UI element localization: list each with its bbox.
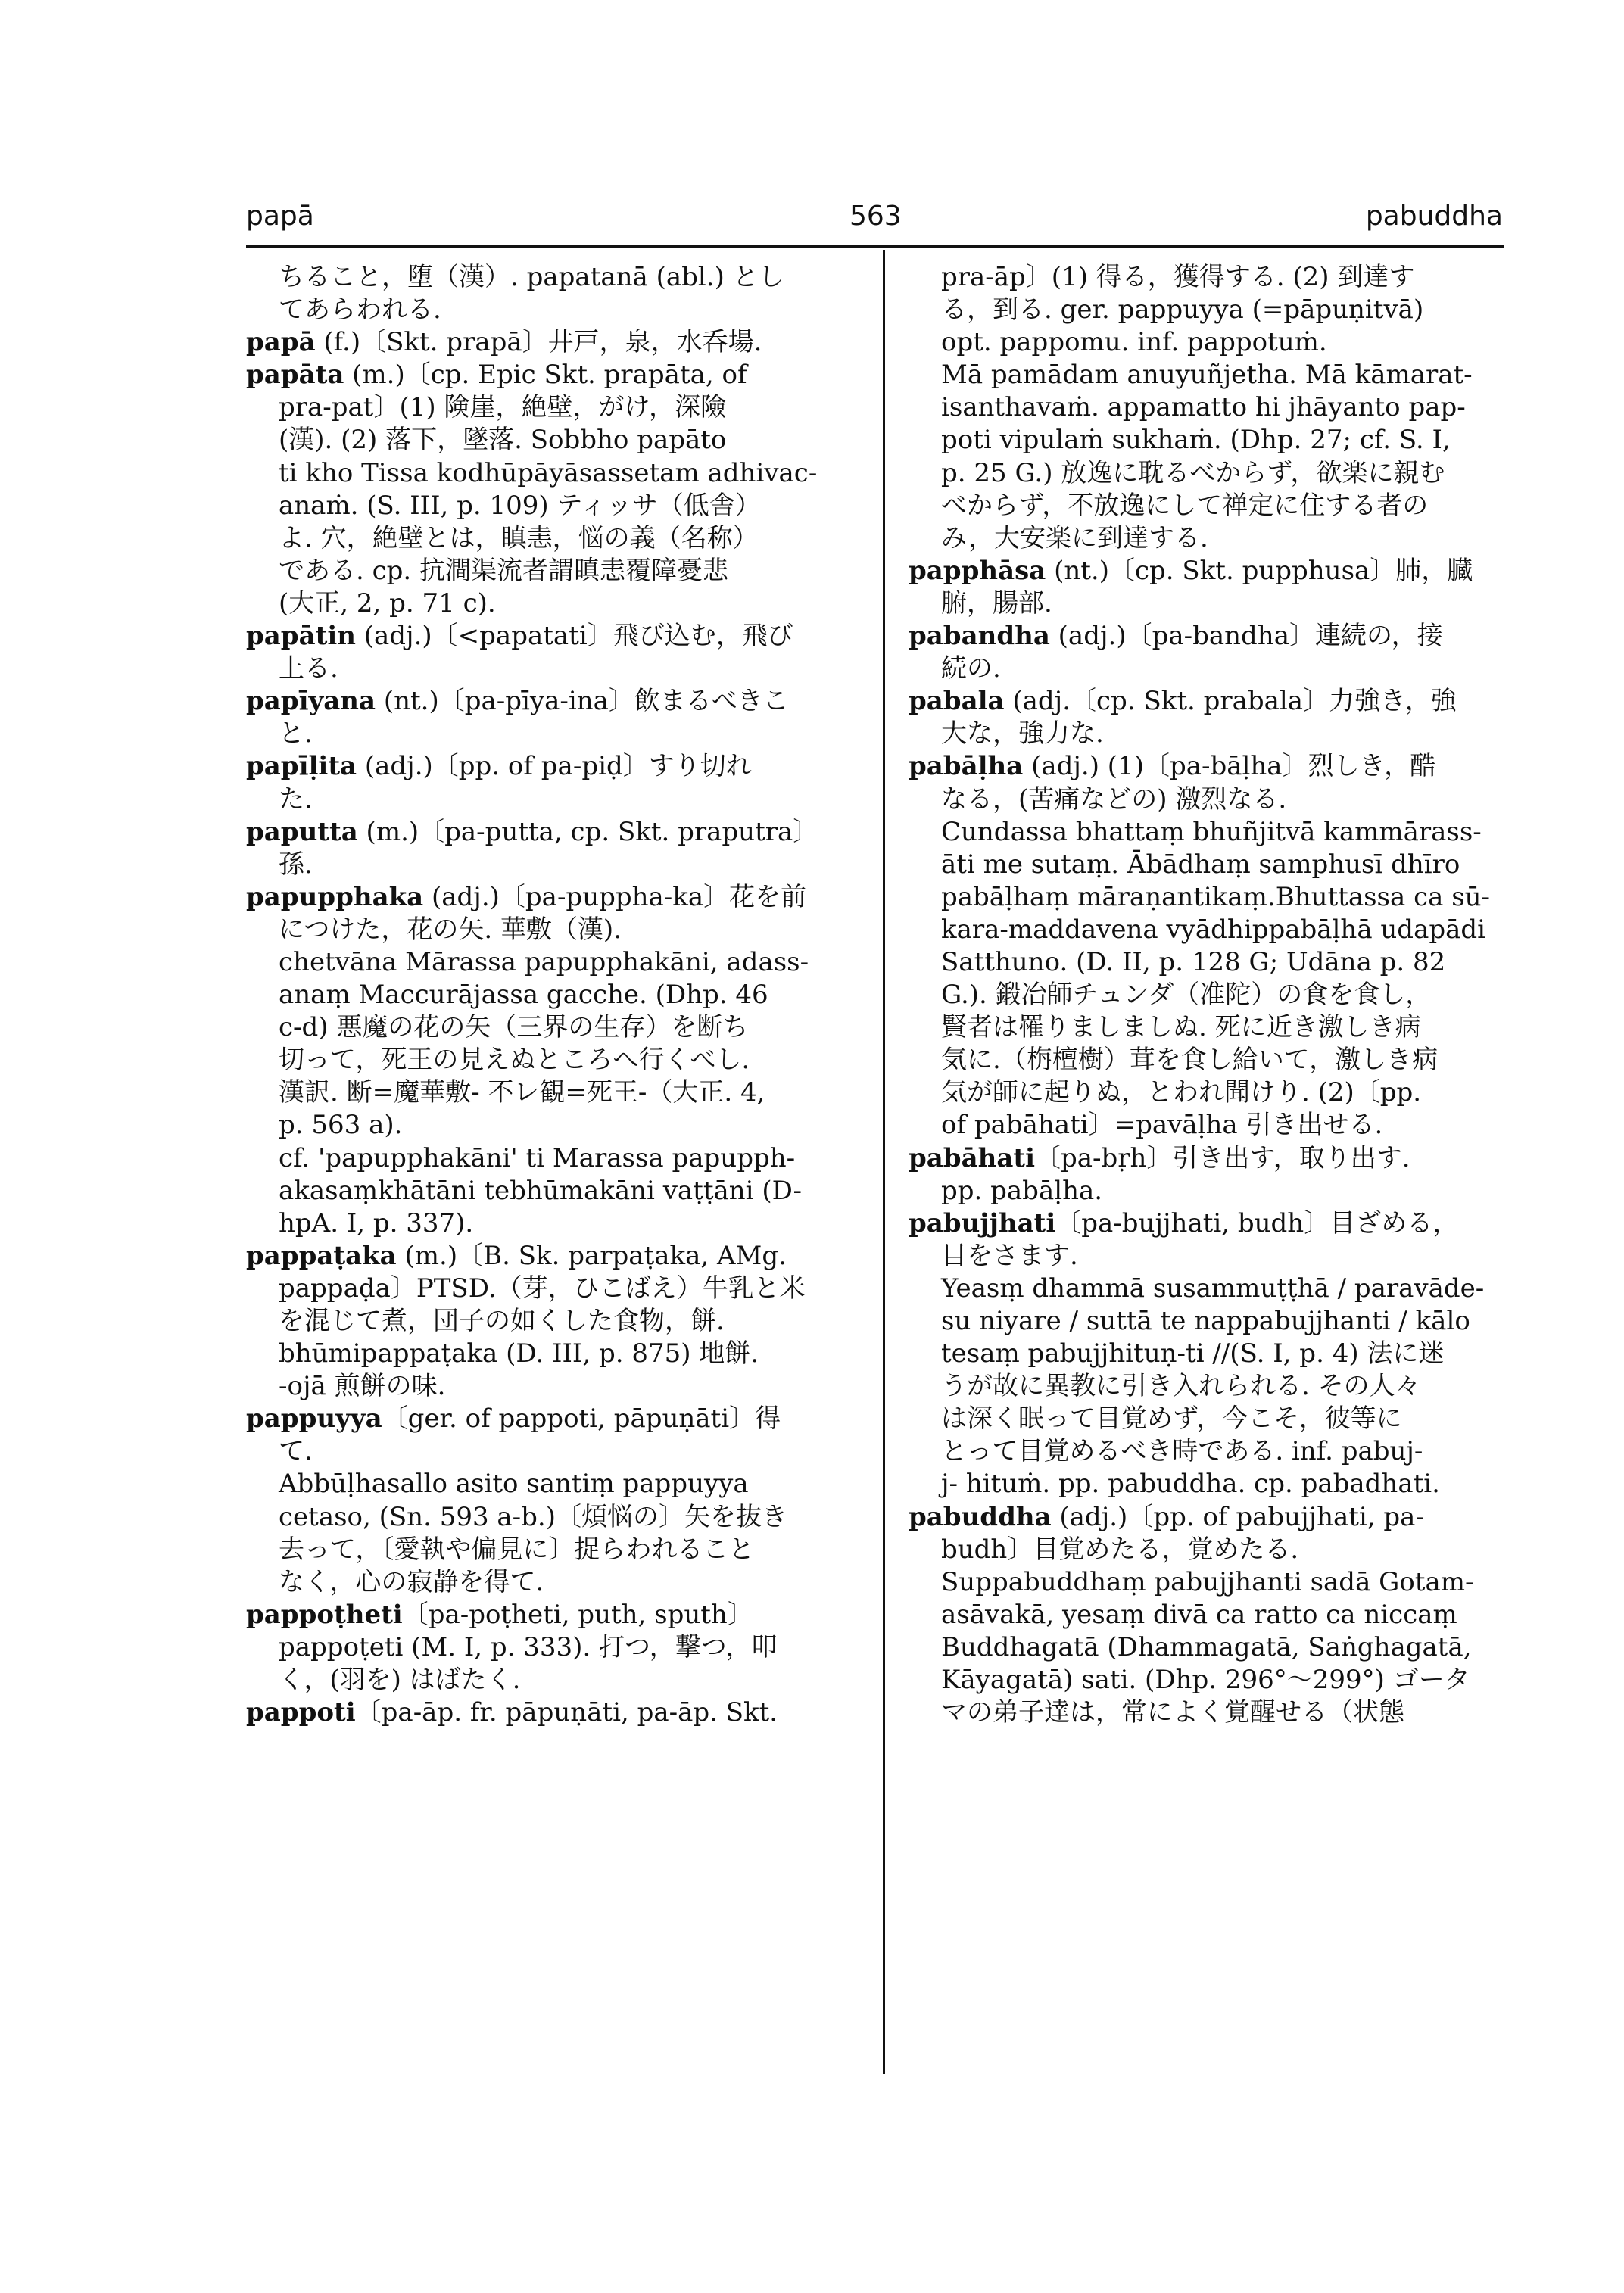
entry-text-line: を混じて煮，団子の如くした食物，餅. xyxy=(279,1306,725,1336)
right-column xyxy=(909,261,1507,1729)
entry-text-line: 腑，腸部. xyxy=(941,587,1052,618)
entry-text-line: cf. 'papupphakāni' ti Marassa papupph- xyxy=(279,1142,796,1173)
headword: pabuddha xyxy=(909,1501,1052,1532)
page-number: 563 xyxy=(849,201,902,232)
entry-text-line: Suppabuddhaṃ pabujjhanti sadā Gotam- xyxy=(941,1566,1474,1597)
entry-headword-line: pabāḷha (adj.) (1)〔pa-bāḷha〕烈しき，酷 xyxy=(909,751,1436,782)
entry-text-line: poti vipulaṁ sukhaṁ. (Dhp. 27; cf. S. I, xyxy=(941,425,1451,456)
headword: papātin xyxy=(246,621,356,652)
entry-text-line: ti kho Tissa kodhūpāyāsassetam adhivac- xyxy=(279,457,818,488)
headword: pappoṭheti xyxy=(246,1599,403,1630)
column-divider xyxy=(883,250,885,2074)
entry-text-line: く，(羽を) はばたく. xyxy=(279,1665,521,1696)
left-column xyxy=(246,261,858,1729)
entry-text-line: pp. pabāḷha. xyxy=(941,1175,1103,1206)
entry-text-line: と. xyxy=(279,718,313,749)
entry-text-line: なる，(苦痛などの) 激烈なる. xyxy=(941,784,1287,815)
entry-text-line: of pabāhati〕=pavāḷha 引き出せる. xyxy=(941,1110,1383,1141)
headword: pabala xyxy=(909,686,1005,717)
entry-text-line: につけた，花の矢. 華敷（漢). xyxy=(279,914,622,945)
headword: papā xyxy=(246,327,316,358)
entry-headword-line: paputta (m.)〔pa-putta, cp. Skt. praputra〕 xyxy=(246,816,819,847)
entry-text-line: た. xyxy=(279,784,313,815)
entry-text-line: anaṃ Maccurājassa gacche. (Dhp. 46 xyxy=(279,980,768,1011)
headword: papīyana xyxy=(246,686,376,717)
entry-text-line: opt. pappomu. inf. pappotuṁ. xyxy=(941,327,1327,358)
entry-text-line: 孫. xyxy=(279,849,313,880)
entry-text-line: 目をさます. xyxy=(941,1240,1078,1271)
entry-text-line: 賢者は罹りましましぬ. 死に近き激しき病 xyxy=(941,1012,1421,1043)
entry-headword-line: pabala (adj.〔cp. Skt. prabala〕力強き，強 xyxy=(909,686,1457,717)
entry-text-line: hpA. I, p. 337). xyxy=(279,1207,474,1238)
entry-text-line: 気が師に起りぬ，とわれ聞けり. (2)〔pp. xyxy=(941,1077,1422,1108)
entry-headword-line: pabandha (adj.)〔pa-bandha〕連続の，接 xyxy=(909,621,1443,652)
entry-headword-line: papā (f.)〔Skt. prapā〕井戸，泉，水呑場. xyxy=(246,327,762,358)
entry-text-line: (漢). (2) 落下，墜落. Sobbho papāto xyxy=(279,425,727,456)
entry-text-line: tesaṃ pabujjhituṇ-ti //(S. I, p. 4) 法に迷 xyxy=(941,1338,1445,1369)
entry-headword-line: papīḷita (adj.)〔pp. of pa-piḍ〕すり切れ xyxy=(246,751,752,782)
entry-text-line: ちること，堕（漢）. papatanā (abl.) とし xyxy=(279,262,784,292)
entry-text-line: である. cp. 抗澗渠流者謂瞋恚覆障憂悲 xyxy=(279,555,729,586)
entry-headword-line: pabujjhati〔pa-bujjhati, budh〕目ざめる， xyxy=(909,1207,1459,1238)
entry-text-line: asāvakā, yesaṃ divā ca ratto ca niccaṃ xyxy=(941,1599,1457,1630)
entry-text-line: chetvāna Mārassa papupphakāni, adass- xyxy=(279,946,809,977)
entry-text-line: bhūmipappaṭaka (D. III, p. 875) 地餅. xyxy=(279,1338,759,1369)
entry-text-line: 大な，強力な. xyxy=(941,718,1104,749)
entry-text-line: akasaṃkhātāni tebhūmakāni vaṭṭāni (D- xyxy=(279,1175,802,1206)
entry-text-line: isanthavaṁ. appamatto hi jhāyanto pap- xyxy=(941,392,1466,423)
entry-headword-line: pabuddha (adj.)〔pp. of pabujjhati, pa- xyxy=(909,1501,1424,1532)
entry-text-line: anaṁ. (S. III, p. 109) ティッサ（低舎） xyxy=(279,490,761,521)
entry-headword-line: papphāsa (nt.)〔cp. Skt. pupphusa〕肺，臓 xyxy=(909,555,1473,586)
entry-text-line: とって目覚めるべき時である. inf. pabuj- xyxy=(941,1436,1423,1467)
entry-text-line: うが故に異教に引き入れられる. その人々 xyxy=(941,1371,1421,1402)
entry-text-line: c-d) 悪魔の花の矢（三界の生存）を断ち xyxy=(279,1012,749,1043)
entry-text-line: pra-āp〕(1) 得る，獲得する. (2) 到達す xyxy=(941,262,1415,292)
entry-text-line: る，到る. ger. pappuyya (=pāpuṇitvā) xyxy=(941,294,1424,326)
entry-headword-line: papīyana (nt.)〔pa-pīya-ina〕飲まるべきこ xyxy=(246,686,789,717)
entry-text-line: Mā pamādam anuyuñjetha. Mā kāmarat- xyxy=(941,360,1473,391)
entry-text-line: 気に.（栴檀樹）茸を食し給いて，激しき病 xyxy=(941,1045,1439,1076)
entry-text-line: cetaso, (Sn. 593 a-b.)〔煩悩の〕矢を抜き xyxy=(279,1501,787,1532)
entry-headword-line: pappuyya〔ger. of pappoti, pāpuṇāti〕得 xyxy=(246,1404,781,1435)
entry-headword-line: papupphaka (adj.)〔pa-puppha-ka〕花を前 xyxy=(246,881,807,912)
entry-text-line: p. 25 G.) 放逸に耽るべからず，欲楽に親む xyxy=(941,457,1445,488)
headword: pabujjhati xyxy=(909,1207,1056,1238)
entry-headword-line: papāta (m.)〔cp. Epic Skt. prapāta, of xyxy=(246,360,747,391)
entry-text-line: み，大安楽に到達する. xyxy=(941,522,1208,553)
entry-text-line: Cundassa bhattaṃ bhuñjitvā kammārass- xyxy=(941,816,1482,847)
entry-text-line: て. xyxy=(279,1436,313,1467)
headword: pabandha xyxy=(909,621,1050,652)
headword: papīḷita xyxy=(246,751,357,782)
entry-text-line: Abbūḷhasallo asito santiṃ pappuyya xyxy=(279,1469,749,1500)
entry-text-line: p. 563 a). xyxy=(279,1110,403,1141)
entry-text-line: su niyare / suttā te nappabujjhanti / kālo xyxy=(941,1306,1470,1336)
headword: pabāḷha xyxy=(909,751,1024,782)
headword: pappoti xyxy=(246,1697,356,1728)
entry-text-line: kara-maddavena vyādhippabāḷhā udapādi xyxy=(941,914,1486,945)
entry-text-line: よ. 穴，絶壁とは，瞋恚，悩の義（名称） xyxy=(279,522,759,553)
entry-headword-line: pabāhati〔pa-bṛh〕引き出す，取り出す. xyxy=(909,1142,1410,1173)
entry-headword-line: papātin (adj.)〔<papatati〕飛び込む，飛び xyxy=(246,621,793,652)
headword: pabāhati xyxy=(909,1142,1035,1173)
running-head-left: papā xyxy=(246,201,314,232)
entry-text-line: べからず，不放逸にして禅定に住する者の xyxy=(941,490,1429,521)
headword: papāta xyxy=(246,360,344,391)
headword: papphāsa xyxy=(909,555,1046,586)
entry-headword-line: pappoṭheti〔pa-poṭheti, puth, sputh〕 xyxy=(246,1599,753,1630)
entry-text-line: (大正, 2, p. 71 c). xyxy=(279,587,496,618)
entry-text-line: なく，心の寂静を得て. xyxy=(279,1566,544,1597)
entry-text-line: pra-pat〕(1) 険崖，絶壁，がけ，深險 xyxy=(279,392,727,423)
header-rule xyxy=(246,245,1504,248)
headword: pappaṭaka xyxy=(246,1240,397,1271)
entry-text-line: Kāyagatā) sati. (Dhp. 296°〜299°) ゴータ xyxy=(941,1665,1470,1696)
entry-headword-line: pappaṭaka (m.)〔B. Sk. parpaṭaka, AMg. xyxy=(246,1240,787,1271)
entry-text-line: 上る. xyxy=(279,653,338,684)
entry-text-line: Satthuno. (D. II, p. 128 G; Udāna p. 82 xyxy=(941,946,1446,977)
entry-text-line: Yeasṃ dhammā susammuṭṭhā / paravāde- xyxy=(941,1273,1485,1304)
entry-text-line: 切って，死王の見えぬところへ行くべし. xyxy=(279,1045,750,1076)
headword: paputta xyxy=(246,816,358,847)
entry-text-line: 続の. xyxy=(941,653,1001,684)
entry-text-line: てあらわれる. xyxy=(279,294,441,326)
running-head-right: pabuddha xyxy=(1365,201,1503,232)
entry-text-line: は深く眠って目覚めず，今こそ，彼等に xyxy=(941,1404,1402,1435)
entry-text-line: pappoṭeti (M. I, p. 333). 打つ，撃つ，叩 xyxy=(279,1631,778,1662)
entry-text-line: pabāḷhaṃ māraṇantikaṃ.Bhuttassa ca sū- xyxy=(941,881,1491,912)
entry-text-line: 漢訳. 断=魔華敷- 不レ観=死王-（大正. 4, xyxy=(279,1077,765,1108)
headword: papupphaka xyxy=(246,881,424,912)
entry-headword-line: pappoti〔pa-āp. fr. pāpuṇāti, pa-āp. Skt. xyxy=(246,1697,778,1728)
entry-text-line: budh〕目覚めたる，覚めたる. xyxy=(941,1534,1299,1565)
headword: pappuyya xyxy=(246,1404,382,1435)
entry-text-line: -ojā 煎餅の味. xyxy=(279,1371,446,1402)
entry-text-line: G.). 鍛冶師チュンダ（准陀）の食を食し， xyxy=(941,980,1432,1011)
entry-text-line: マの弟子達は，常によく覚醒せる（状態 xyxy=(941,1697,1404,1728)
entry-text-line: j- hituṁ. pp. pabuddha. cp. pabadhati. xyxy=(941,1469,1440,1500)
entry-text-line: āti me sutaṃ. Ābādhaṃ samphusī dhīro xyxy=(941,849,1460,880)
entry-text-line: Buddhagatā (Dhammagatā, Saṅghagatā, xyxy=(941,1631,1472,1662)
entry-text-line: 去って，〔愛執や偏見に〕捉らわれること xyxy=(279,1534,755,1565)
entry-text-line: pappaḍa〕PTSD.（芽，ひこばえ）牛乳と米 xyxy=(279,1273,806,1304)
